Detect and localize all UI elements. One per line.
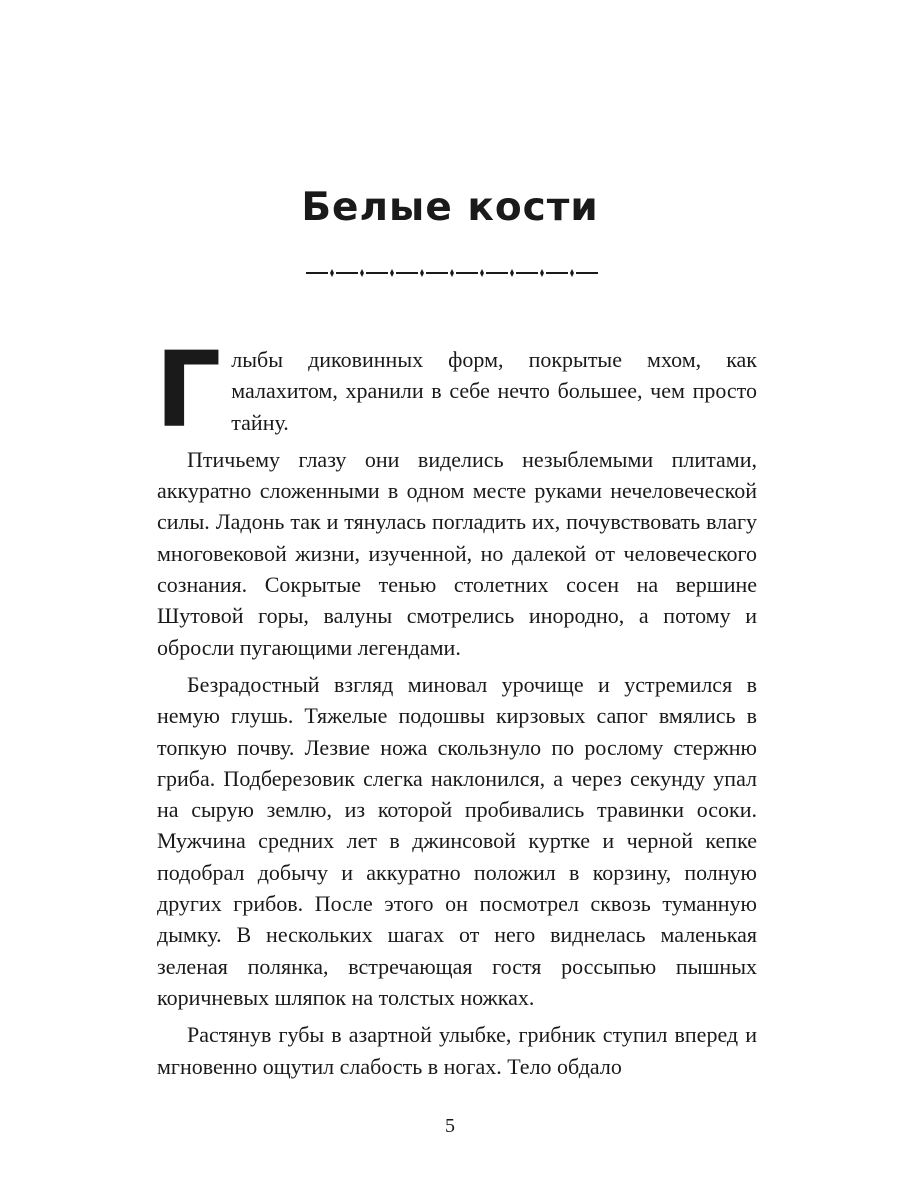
ornament-diamond [510, 269, 514, 277]
paragraph-3: Безрадостный взгляд миновал урочище и устремился в немую глушь. Тяжелые подошвы кирзовых сапог вмялись в топкую почву. Лезвие ножа скользнуло по рослому стержню гриба. Подберезовик слегка наклонился, а через секунду упал на сырую землю, из которой пробивались травинки осоки. Мужчина средних лет в джинсовой куртке и черной кепке подобрал добычу и аккуратно положил в корзину, полную других грибов. После этого он посмотрел сквозь туманную дымку. В нескольких шагах от него виднелась маленькая зеленая полянка, встречающая гостя россыпью пышных коричневых шляпок на толстых ножках. [157, 671, 757, 1010]
chapter-title: Белые кости [301, 185, 599, 230]
ornament-diamond [540, 269, 544, 277]
chapter-text [155, 329, 757, 1082]
drop-cap: Г [155, 329, 222, 451]
ornament-diamond [570, 269, 574, 277]
paragraph-2: Птичьему глазу они виделись незыблемыми плитами, аккуратно сложенными в одном месте руками нечеловеческой силы. Ладонь так и тянулась погладить их, почувствовать влагу многовековой жизни, изученной, но далекой от человеческого сознания. Сокрытые тенью столетних сосен на вершине Шутовой горы, валуны смотрелись инородно, а потому и обросли пугающими легендами. [157, 446, 757, 660]
paragraph-1 [155, 329, 757, 451]
ornament-diamond [330, 269, 334, 277]
ornament-diamond [390, 269, 394, 277]
ornament-diamond [480, 269, 484, 277]
ornament-diamond [360, 269, 364, 277]
paragraph-1-text: лыбы диковинных форм, покрытые мхом, как малахитом, хранили в себе нечто большее, чем просто тайну. [231, 347, 757, 435]
title-ornament [305, 264, 605, 278]
page-number: 5 [445, 1115, 455, 1137]
paragraph-4: Растянув губы в азартной улыбке, грибник ступил вперед и мгновенно ощутил слабость в ногах. Тело обдало [157, 1022, 757, 1079]
ornament-diamond [450, 269, 454, 277]
ornament-diamond [420, 269, 424, 277]
